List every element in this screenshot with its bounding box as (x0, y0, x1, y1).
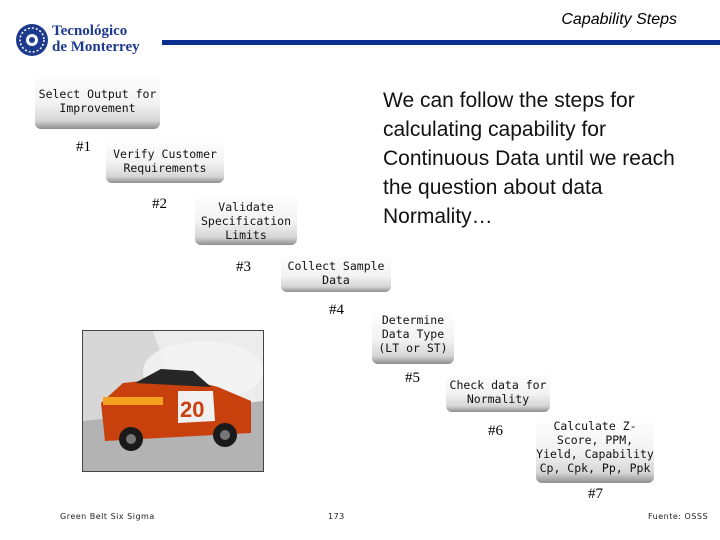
logo-line-2: de Monterrey (52, 39, 140, 55)
logo-line-1: Tecnológico (52, 23, 128, 39)
footer-left: Green Belt Six Sigma (60, 512, 155, 521)
footer-source: Fuente: OSSS (648, 512, 709, 521)
step-box-6 (446, 372, 550, 412)
institution-logo-text (52, 23, 140, 55)
step-box-3 (195, 193, 297, 245)
step-box-5 (372, 310, 454, 364)
step-number: #2 (152, 196, 167, 212)
slide-title: Capability Steps (561, 11, 677, 28)
step-box-4 (281, 256, 391, 292)
step-box-7 (536, 415, 654, 483)
race-car-icon (83, 331, 263, 471)
step-label: Determine Data Type (LT or ST) (378, 313, 448, 355)
step-label: Verify Customer Requirements (113, 147, 217, 175)
step-number: #6 (488, 423, 503, 439)
step-label: Collect Sample Data (287, 259, 385, 287)
step-number: #1 (76, 139, 91, 155)
step-box-2 (106, 139, 224, 183)
tec-logo-icon (14, 22, 50, 58)
step-label: Validate Specification Limits (200, 200, 291, 242)
step-box-1 (35, 73, 160, 129)
header-rule (162, 40, 720, 45)
car-number: 20 (180, 397, 205, 422)
step-number: #3 (236, 259, 251, 275)
step-label: Calculate Z-Score, PPM, Yield, Capability Cp, Cpk, Pp, Ppk (536, 419, 654, 475)
step-number: #5 (405, 370, 420, 386)
page-number: 173 (328, 512, 345, 521)
step-label: Select Output for Improvement (38, 87, 157, 115)
race-car-photo (82, 330, 264, 472)
step-number: #7 (588, 486, 603, 502)
step-label: Check data for Normality (449, 378, 547, 406)
main-text: We can follow the steps for calculating capability for Continuous Data until we reach the question about data Normality… (383, 89, 675, 228)
step-number: #4 (329, 302, 344, 318)
